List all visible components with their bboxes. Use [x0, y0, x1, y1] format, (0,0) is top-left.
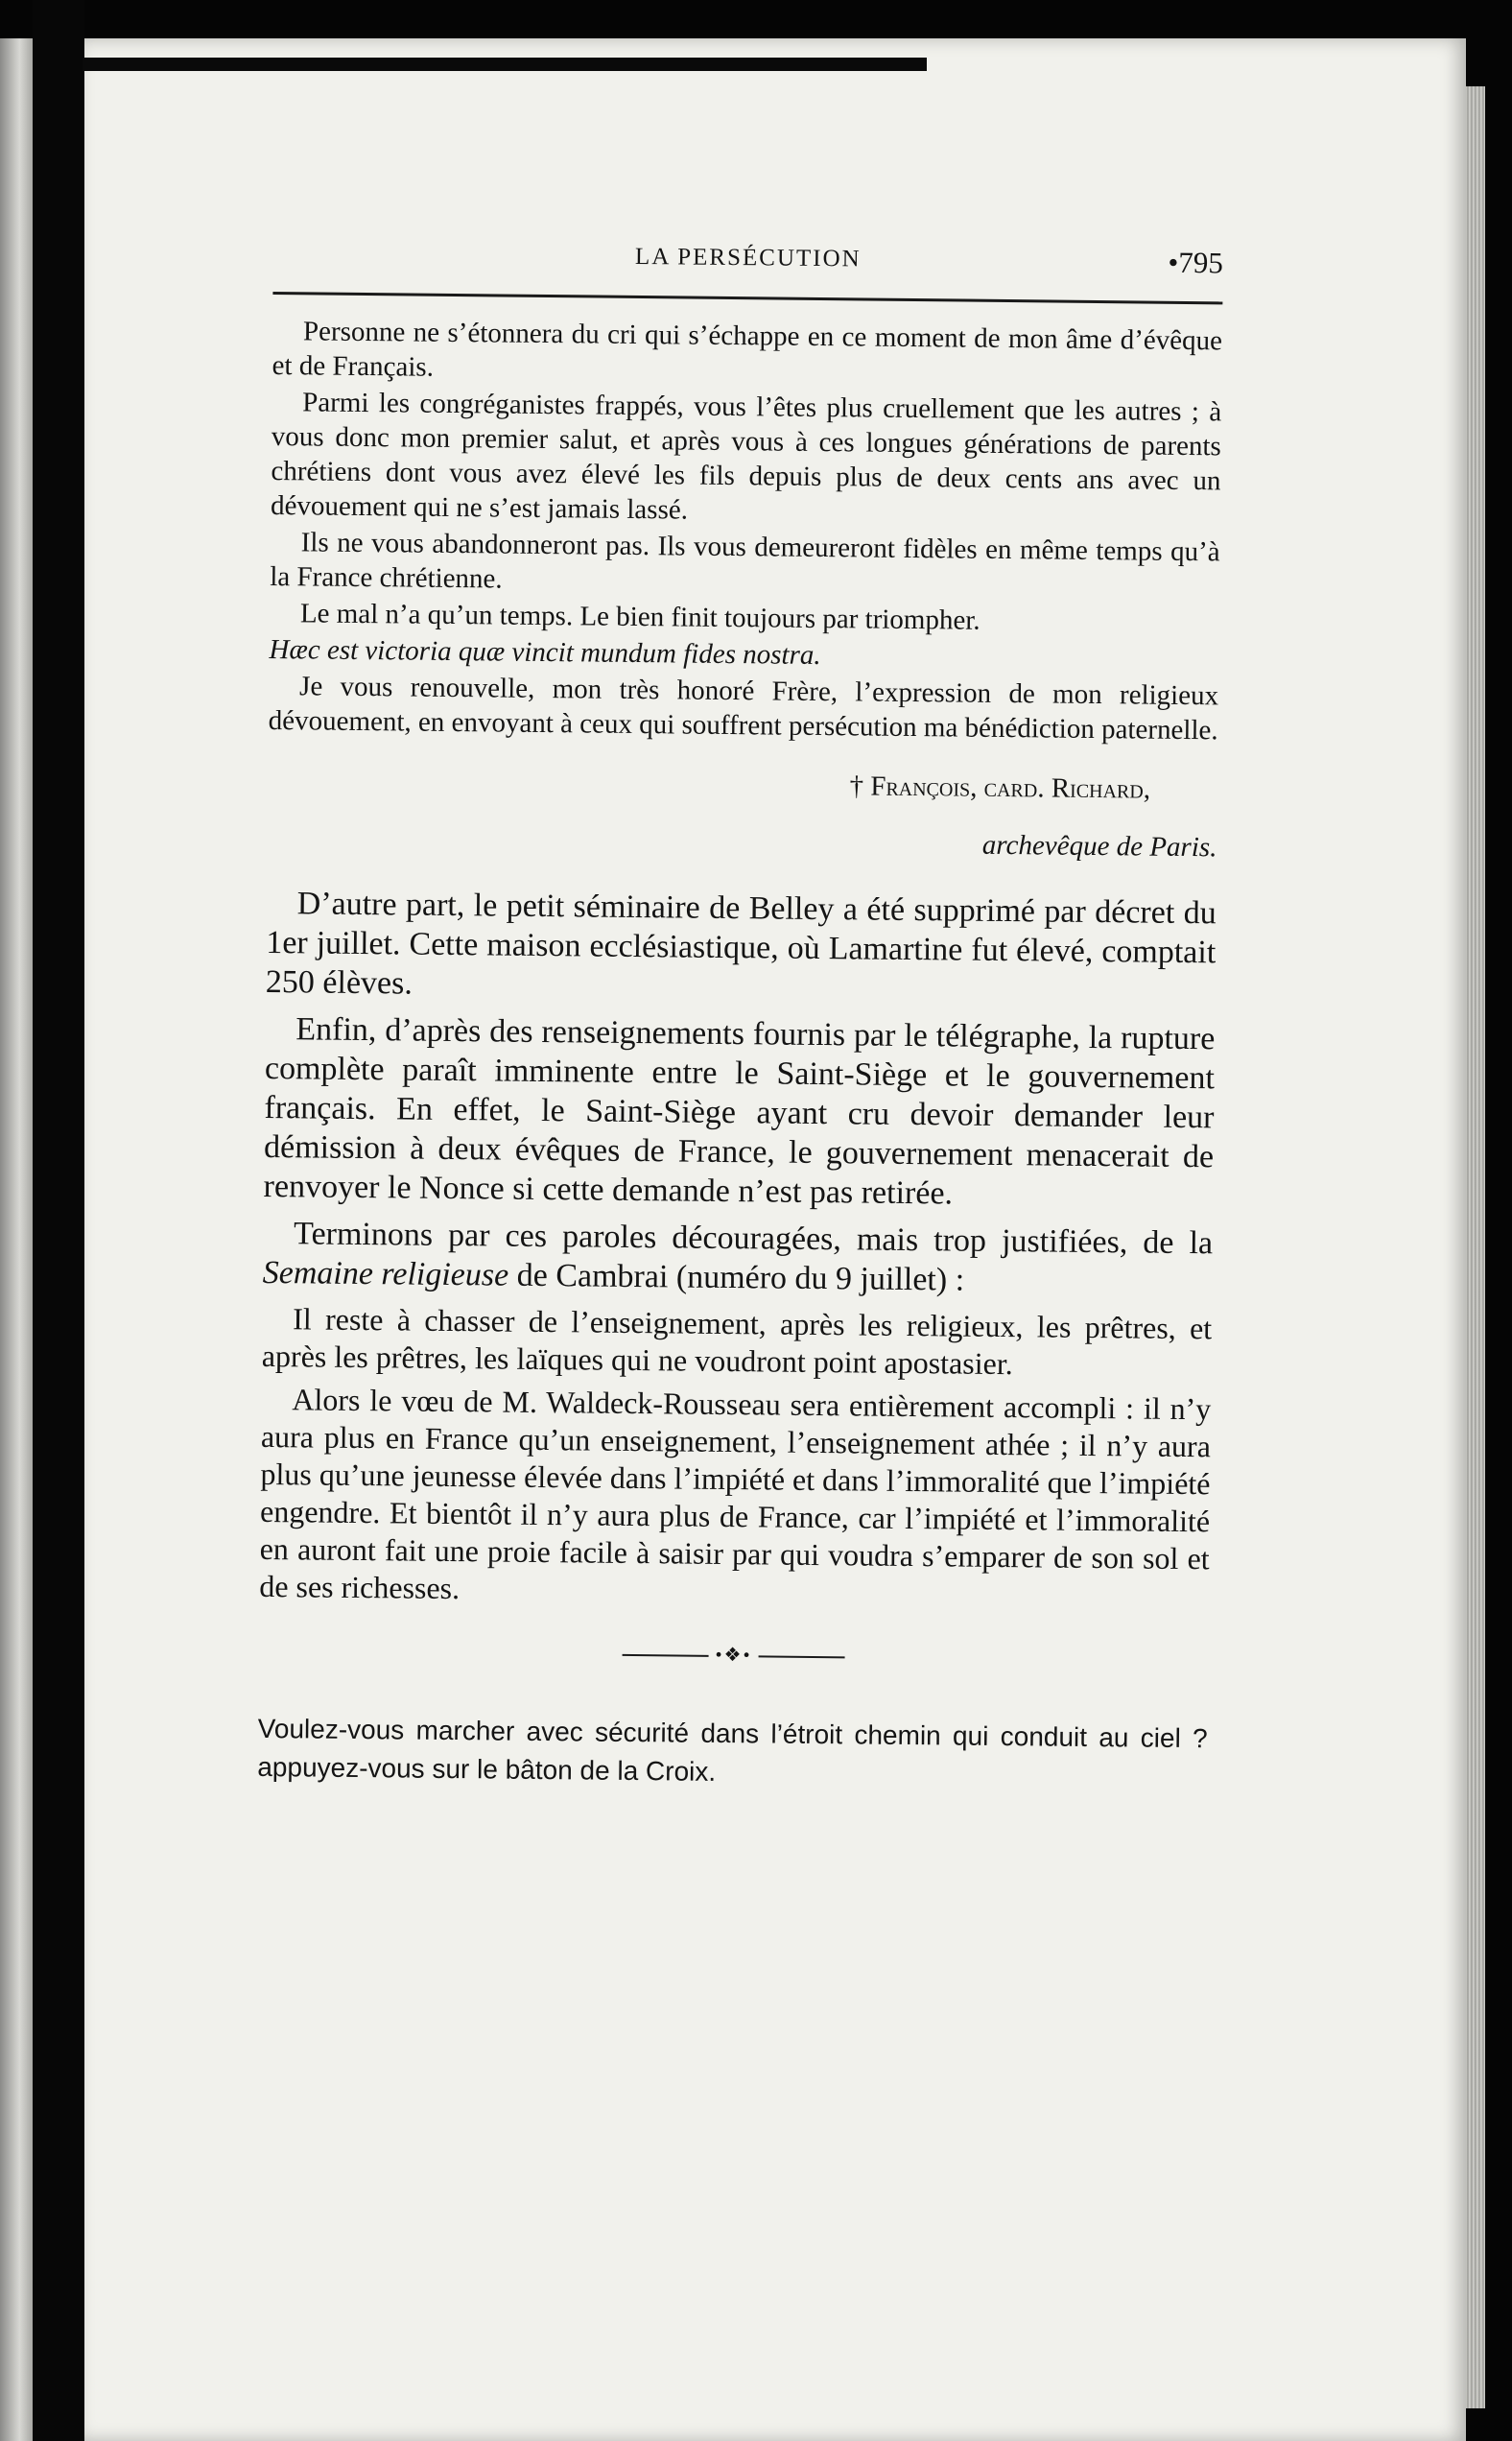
text-run: Terminons par ces paroles découragées, mais trop justifiées, de la [293, 1216, 1214, 1262]
book-gutter [33, 0, 84, 2441]
ornament-line [623, 1654, 709, 1657]
facing-page-edge [0, 38, 33, 2441]
publication-title: Semaine religieuse [262, 1254, 509, 1293]
page-number: •795 [1168, 245, 1223, 280]
letter-closing: Je vous renouvelle, mon très honoré Frère, l’expression de mon religieux dévouement, en envoyant à ceux qui souffrent persécution ma bénédiction paternelle. [268, 671, 1219, 747]
text-run: de Cambrai (numéro du 9 juillet) : [508, 1257, 965, 1298]
body-text [259, 884, 1217, 1615]
body-paragraph-belley: D’autre part, le petit séminaire de Belley a été supprimé par décret du 1er juillet. Cette maison ecclésiastique, où Lamartine fut élevé, comptait 250 élèves. [265, 886, 1217, 1002]
quoted-paragraph: Il reste à chasser de l’enseignement, après les religieux, les prêtres, et après les prêtres, les laïques qui ne voudront point apostasier. [261, 1301, 1213, 1382]
letter-paragraph: Le mal n’a qu’un temps. Le bien finit toujours par triompher. [299, 598, 980, 636]
ornament-divider [258, 1638, 1208, 1671]
body-paragraph-rupture: Enfin, d’après des renseignements fournis par le télégraphe, la rupture complète paraît imminente entre le Saint-Siège et le gouvernement français. En effet, le Saint-Siège ayant cru devoir demander leur démission à deux évêques de France, le gouvernement menacerait de renvoyer le Nonce si cette demande n’est pas retirée. [263, 1011, 1216, 1212]
letter-paragraph: Parmi les congréganistes frappés, vous l’êtes plus cruellement que les autres ; à vous donc mon premier salut, et après vous à ces longues générations de parents chrétiens dont vous avez élevé les fils depuis plus de deux cents ans avec un dévouement qui ne s’est jamais lassé. [270, 387, 1222, 526]
page-content [257, 240, 1223, 1796]
quoted-paragraph: Alors le vœu de M. Waldeck-Rousseau sera entièrement accompli : il n’y aura plus en France qu’un enseignement, l’enseignement athée ; il n’y aura plus qu’une jeunesse élevée dans l’impiété et dans l’immoralité que l’impiété engendre. Et bientôt il n’y aura plus de France, car l’impiété et l’immoralité en auront fait une proie facile à saisir par qui voudra s’emparer de son sol et de ses richesses. [259, 1382, 1212, 1606]
body-paragraph-semaine [263, 1214, 1214, 1302]
maxim-text: Voulez-vous marcher avec sécurité dans l’étroit chemin qui conduit au ciel ? appuyez-vous sur le bâton de la Croix. [257, 1713, 1208, 1787]
latin-quote: Hæc est victoria quæ vincit mundum fides nostra. [269, 633, 821, 671]
letter-paragraph: Ils ne vous abandonneront pas. Ils vous demeureront fidèles en même temps qu’à la France chrétienne. [270, 527, 1220, 595]
closing-maxim [257, 1710, 1208, 1796]
signature-title: archevêque de Paris. [981, 829, 1217, 864]
letter-paragraph: Personne ne s’étonnera du cri qui s’échappe en ce moment de mon âme d’évêque et de Français. [272, 316, 1223, 383]
letter-quotation [267, 314, 1222, 865]
running-head [272, 240, 1222, 297]
running-title: LA PERSÉCUTION [634, 243, 862, 273]
scan-top-bar [83, 58, 927, 71]
ornament-glyph: •❖• [715, 1644, 752, 1667]
ornament-line [759, 1656, 845, 1659]
signature: † François, card. Richard, [849, 770, 1151, 805]
page-stack-edge [1466, 86, 1485, 2408]
